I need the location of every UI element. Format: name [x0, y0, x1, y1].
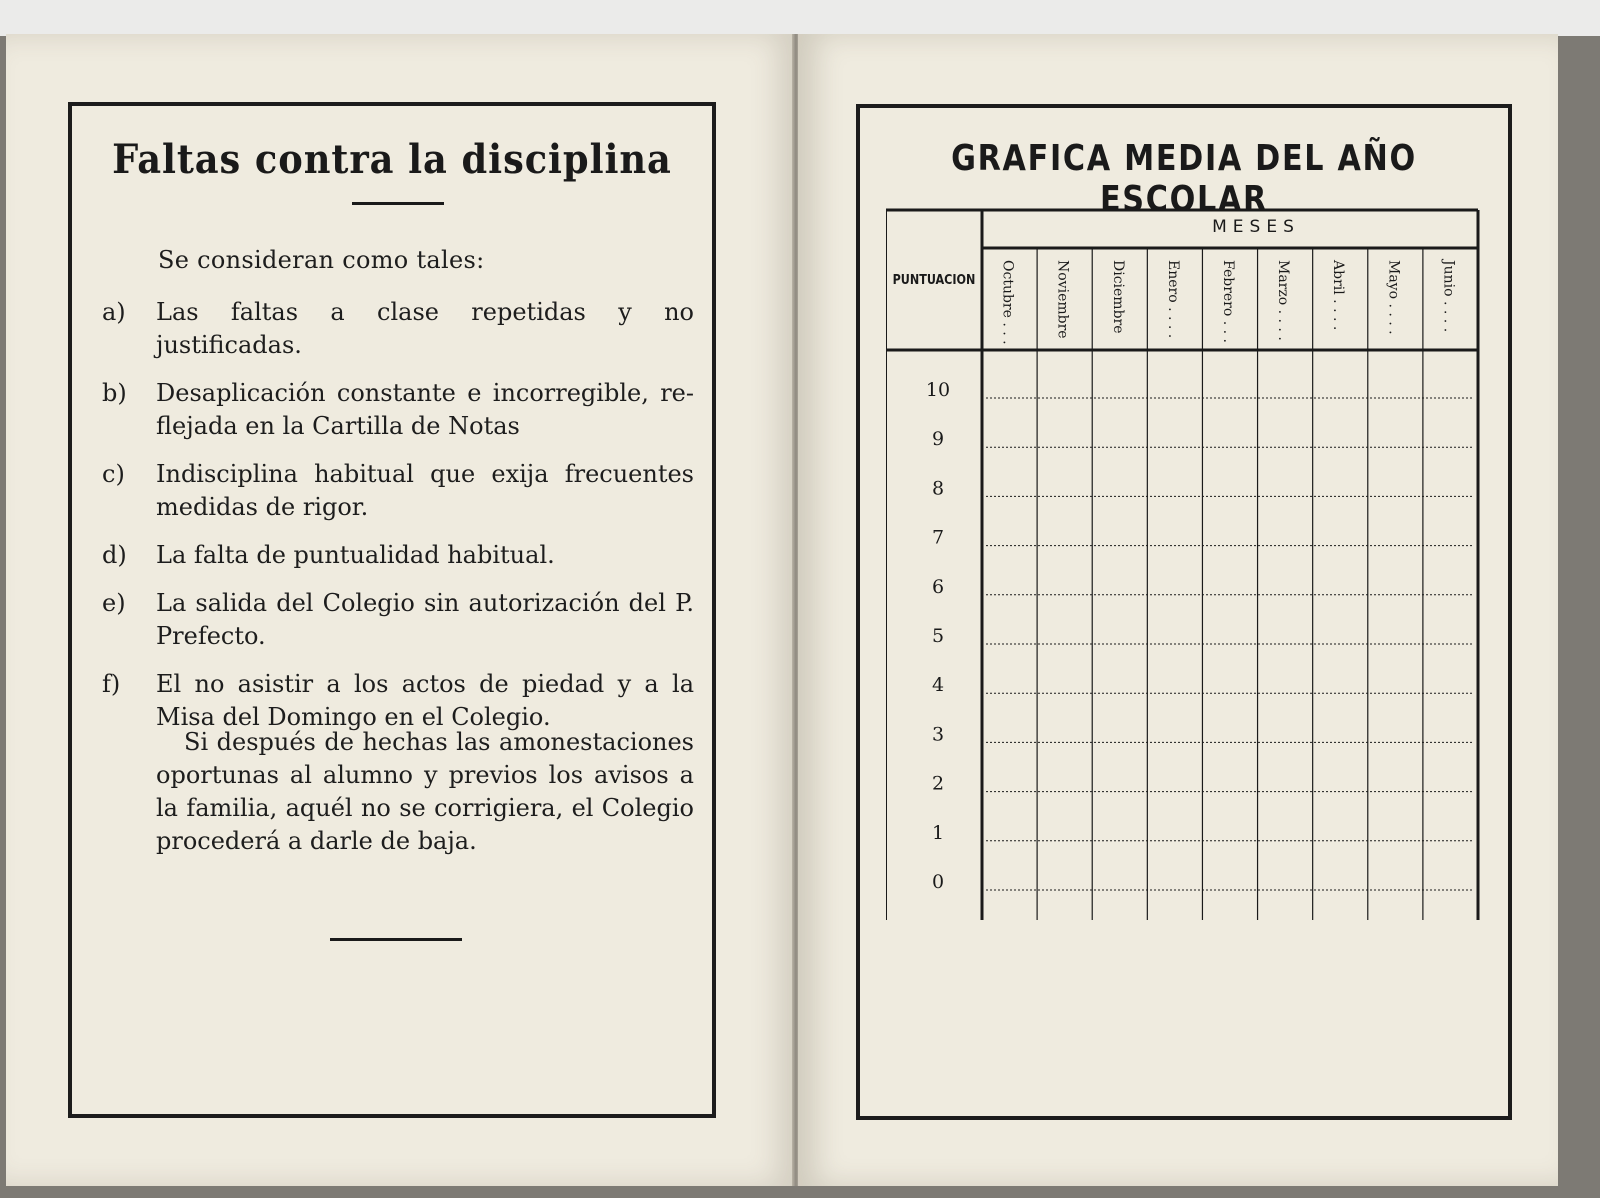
list-item-letter: b): [102, 379, 127, 407]
right-page: [798, 34, 1558, 1186]
score-label: 0: [931, 871, 945, 893]
scan-background: [0, 0, 1600, 36]
list-item: [102, 668, 694, 734]
month-label: Febrero . . .: [1220, 260, 1236, 343]
list-item-text: El no asistir a los actos de piedad y a la Misa del Domingo en el Colegio.: [156, 670, 694, 731]
list-item-text: Las faltas a clase repetidas y no justificadas.: [156, 298, 694, 359]
score-header: PUNTUACION: [892, 272, 976, 288]
page-title: Faltas contra la disciplina: [112, 136, 672, 183]
month-label: Diciembre: [1109, 260, 1126, 334]
score-label: 3: [931, 723, 945, 746]
score-label: 9: [931, 428, 945, 451]
score-label: 10: [925, 379, 951, 401]
list-item-letter: a): [102, 298, 126, 326]
list-item-text: La salida del Colegio sin autorización del P. Prefecto.: [156, 589, 694, 650]
list-item-text: La falta de puntualidad habitual.: [156, 541, 555, 569]
left-page: [6, 34, 796, 1186]
score-label: 6: [931, 575, 945, 598]
closing-rule: [330, 938, 462, 941]
list-item: [102, 377, 694, 443]
score-label: 2: [931, 772, 945, 795]
score-label: 1: [931, 821, 945, 844]
month-label: Abril . . . .: [1330, 260, 1347, 331]
rules-list: [102, 296, 694, 749]
month-labels: [1000, 258, 1457, 345]
list-item: [102, 587, 694, 653]
list-item-letter: c): [102, 460, 125, 488]
score-label: 4: [931, 674, 945, 697]
score-label: 7: [931, 526, 945, 549]
list-item-text: Indisciplina habitual que exija frecuentes medidas de rigor.: [156, 460, 694, 521]
month-label: Enero . . . .: [1164, 260, 1181, 339]
left-page-frame: [68, 102, 716, 1118]
month-label: Mayo . . . .: [1385, 260, 1402, 335]
closing-paragraph: Si después de hechas las amonestaciones oportunas al alumno y previos los avisos a la familia, aquél no se corrigiera, el Colegio procederá a darle de baja.: [156, 728, 694, 855]
score-label: 5: [931, 625, 945, 647]
grade-chart: [886, 202, 1486, 924]
intro-text: Se consideran como tales:: [158, 246, 485, 274]
list-item-letter: f): [102, 670, 121, 698]
right-page-frame: [856, 104, 1512, 1120]
list-item-letter: e): [102, 589, 126, 617]
months-header: MESES: [1212, 217, 1300, 237]
chart-title: GRAFICA MEDIA DEL AÑO ESCOLAR: [951, 138, 1417, 220]
month-label: Noviembre: [1054, 260, 1071, 339]
score-label: 8: [931, 477, 945, 500]
list-item-letter: d): [102, 541, 127, 569]
score-labels: [926, 379, 950, 893]
list-item: [102, 539, 694, 572]
month-label: Junio . . . .: [1440, 260, 1457, 333]
list-item: [102, 296, 694, 362]
list-item: [102, 458, 694, 524]
list-item-text: Desaplicación constante e incorregible, re-flejada en la Cartilla de Notas: [156, 379, 694, 440]
month-label: Marzo . . . .: [1275, 260, 1292, 341]
month-label: Octubre . . .: [999, 260, 1016, 345]
title-underline: [352, 202, 444, 205]
